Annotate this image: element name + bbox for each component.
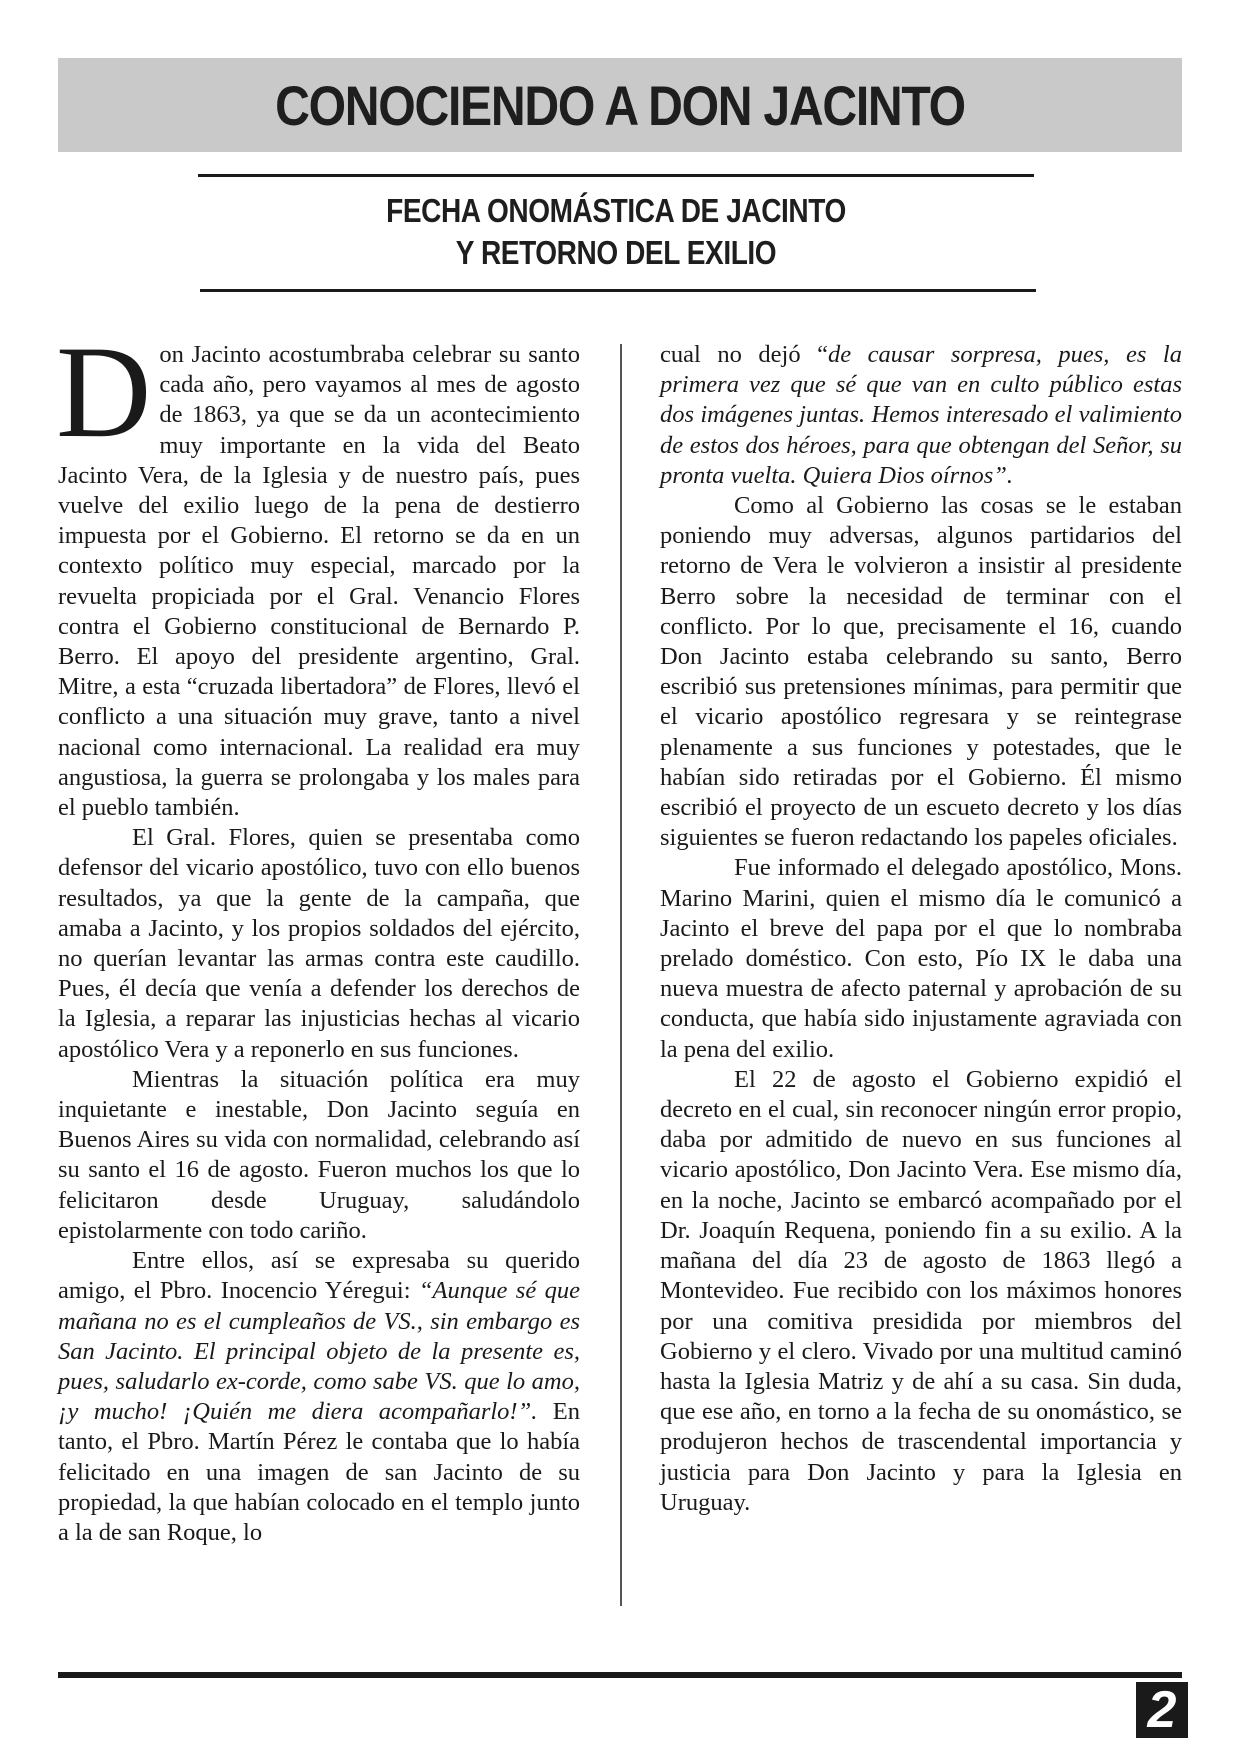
page-number: 2 bbox=[1136, 1682, 1188, 1738]
yeregui-quote: “Aunque sé que mañana no es el cumpleaños de VS., sin embargo es San Jacinto. El principal objeto de la presente es, pues, saludarlo ex-corde, como sabe VS. que lo amo, ¡y mucho! ¡Quién me diera acompañarlo!”. bbox=[58, 1277, 580, 1426]
subtitle-line-2: Y RETORNO DEL EXILIO bbox=[455, 234, 777, 271]
paragraph-2: El Gral. Flores, quien se presentaba como defensor del vicario apostólico, tuvo con ello buenos resultados, ya que la gente de la campaña, que amaba a Jacinto, y los propios soldados del ejército, no querían levantar las armas contra este caudillo. Pues, él decía que venía a defender los derechos de la Iglesia, a reparar las injusticias hechas al vicario apostólico Vera y a reponerlo en sus funciones. bbox=[58, 824, 580, 1063]
left-column bbox=[56, 318, 580, 1548]
column-divider bbox=[620, 344, 622, 1606]
paragraph-5 bbox=[660, 340, 1182, 491]
paragraph-3: Mientras la situación política era muy inquietante e inestable, Don Jacinto seguía en Buenos Aires su vida con normalidad, celebrando así su santo el 16 de agosto. Fueron muchos los que lo felicitaron desde Uruguay, saludándolo epistolarmente con todo cariño. bbox=[58, 1065, 580, 1244]
paragraph-6: Como al Gobierno las cosas se le estaban poniendo muy adversas, algunos partidarios del retorno de Vera le volvieron a insistir al presidente Berro sobre la necesidad de terminar con el conflicto. Por lo que, precisamente el 16, cuando Don Jacinto estaba celebrando su santo, Berro escribió sus pretensiones mínimas, para permitir que el vicario apostólico regresara y se reintegrase plenamente a sus funciones y potestades, que le habían sido retiradas por el Gobierno. Él mismo escribió el proyecto de un escueto decreto y los días siguientes se fueron redactando los papeles oficiales. bbox=[660, 492, 1182, 852]
drop-cap: D bbox=[56, 318, 152, 465]
paragraph-1-text: on Jacinto acostumbraba celebrar su santo cada año, pero vayamos al mes de agosto de 1863, ya que se da un acontecimiento muy importante en la vida del Beato Jacinto Vera, de la Iglesia y de nuestro país, pues vuelve del exilio luego de la pena de destierro impuesta por el Gobierno. El retorno se da en un contexto político muy especial, marcado por la revuelta propiciada por el Gral. Venancio Flores contra el Gobierno constitucional de Bernardo P. Berro. El apoyo del presidente argentino, Gral. Mitre, a esta “cruzada libertadora” de Flores, llevó el conflicto a una situación muy grave, tanto a nivel nacional como internacional. La realidad era muy angustiosa, la guerra se prolongaba y los males para el pueblo también. bbox=[58, 341, 580, 822]
paragraph-7: Fue informado el delegado apostólico, Mons. Marino Marini, quien el mismo día le comunicó a Jacinto el breve del papa por el que lo nombraba prelado doméstico. Con esto, Pío IX le daba una nueva muestra de afecto paternal y aprobación de su conducta, que había sido injustamente agraviada con la pena del exilio. bbox=[660, 854, 1182, 1063]
subtitle-bottom-rule bbox=[200, 289, 1036, 292]
subtitle-line-1: FECHA ONOMÁSTICA DE JACINTO bbox=[386, 192, 846, 229]
paragraph-4 bbox=[58, 1246, 580, 1548]
right-column bbox=[660, 340, 1182, 1518]
paragraph-5-intro: cual no dejó “ bbox=[660, 341, 828, 368]
perez-quote: de causar sorpresa, pues, es la primera vez que sé que van en culto público estas dos imágenes juntas. Hemos interesado el valimiento de estos dos héroes, para que obtengan del Señor, su pronta vuelta. Quiera Dios oírnos”. bbox=[660, 341, 1182, 489]
footer-rule bbox=[58, 1672, 1182, 1678]
paragraph-4-continuation: En tanto, el Pbro. Martín Pérez le contaba que lo había felicitado en una imagen de san Jacinto de su propiedad, la que habían colocado en el templo junto a la de san Roque, lo bbox=[58, 1398, 580, 1546]
paragraph-1 bbox=[56, 318, 580, 823]
subtitle-top-rule bbox=[198, 174, 1034, 177]
page-title: CONOCIENDO A DON JACINTO bbox=[275, 73, 965, 137]
paragraph-8: El 22 de agosto el Gobierno expidió el decreto en el cual, sin reconocer ningún error propio, daba por admitido de nuevo en sus funciones al vicario apostólico, Don Jacinto Vera. Ese mismo día, en la noche, Jacinto se embarcó acompañado por el Dr. Joaquín Requena, poniendo fin a su exilio. A la mañana del día 23 de agosto de 1863 llegó a Montevideo. Fue recibido con los máximos honores por una comitiva presidida por miembros del Gobierno y el clero. Vivado por una multitud caminó hasta la Iglesia Matriz y de ahí a su casa. Sin duda, que ese año, en torno a la fecha de su onomástico, se produjeron hechos de trascendental importancia y justicia para Don Jacinto y para la Iglesia en Uruguay. bbox=[660, 1065, 1182, 1516]
title-band bbox=[58, 58, 1182, 152]
article-subtitle bbox=[198, 190, 1034, 274]
paragraph-4-intro: Entre ellos, así se expresaba su querido amigo, el Pbro. Inocencio Yéregui: bbox=[58, 1247, 580, 1305]
